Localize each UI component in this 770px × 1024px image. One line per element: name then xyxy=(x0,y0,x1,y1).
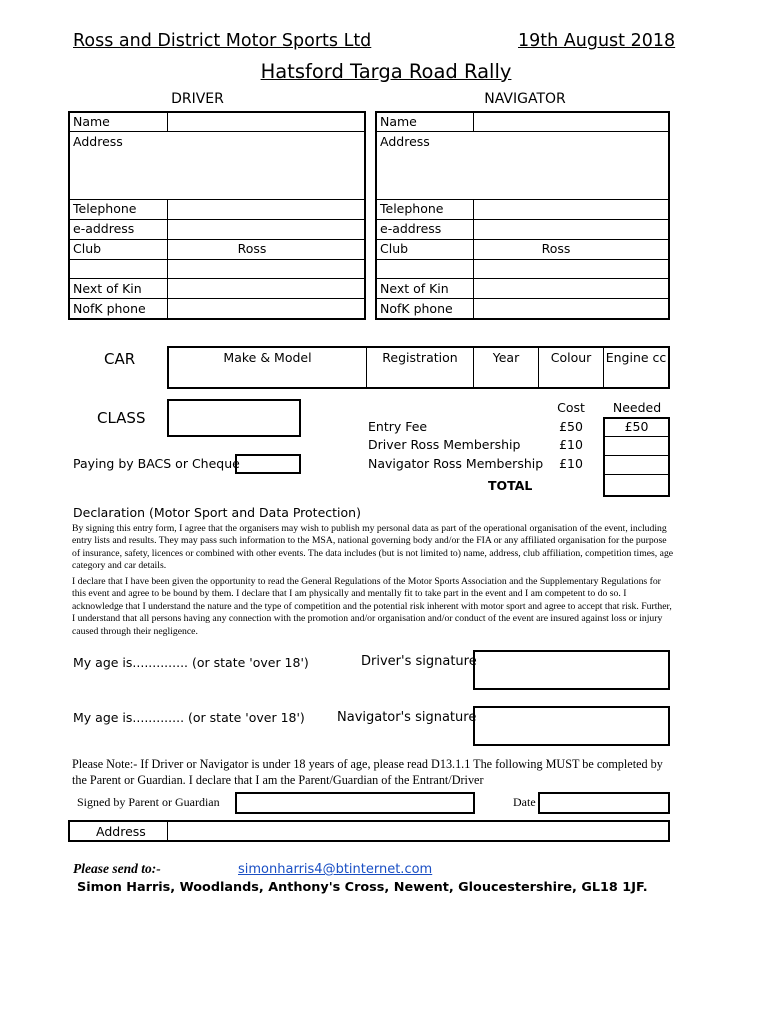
driver-signature-input[interactable] xyxy=(473,650,670,690)
guardian-signature-input[interactable] xyxy=(235,792,475,814)
guardian-note: Please Note:- If Driver or Navigator is under 18 years of age, please read D13.1.1 The following MUST be completed by the Parent or Guardian. I declare that I am the Parent/Guardian of the Entrant/Driver xyxy=(72,757,663,787)
car-engine-input[interactable] xyxy=(605,367,668,387)
cost-header: Cost xyxy=(557,400,585,415)
class-input[interactable] xyxy=(167,399,301,437)
navigator-name-input[interactable] xyxy=(475,113,668,130)
needed-entry-value[interactable]: £50 xyxy=(624,419,649,434)
car-registration-header: Registration xyxy=(382,350,458,365)
fee-label-driver-membership: Driver Ross Membership xyxy=(368,437,521,452)
driver-heading: DRIVER xyxy=(171,91,224,107)
fee-label-navigator-membership: Navigator Ross Membership xyxy=(368,456,544,471)
needed-navigator-membership-input[interactable] xyxy=(605,457,668,473)
declaration-paragraph-2: I declare that I have been given the opportunity to read the General Regulations of the Motor Sports Association and the Supplementary Regulations for this event and agree to be bound by them. I declare that I am physically and mentally fit to take part in the event and I am competent to do so. I acknowledge that I understand the nature and the type of competition and the potential risk inherent with motor sport and agree to accept that risk. Further, I understand that all persons having any connection with the promotion and/or organisation and/or conduct of the event are insured against loss or injury caused through their negligence. xyxy=(72,576,672,637)
navigator-name-label: Name xyxy=(380,114,417,129)
fee-cost-navigator-membership: £10 xyxy=(559,456,583,471)
form-title: Hatsford Targa Road Rally xyxy=(260,60,512,83)
driver-club-value[interactable]: Ross xyxy=(237,241,267,256)
navigator-kin-phone-input[interactable] xyxy=(475,300,668,317)
declaration-heading: Declaration (Motor Sport and Data Protection) xyxy=(73,505,361,520)
navigator-heading: NAVIGATOR xyxy=(484,91,566,107)
navigator-kin-input[interactable] xyxy=(475,280,668,297)
driver-club-label: Club xyxy=(73,241,102,256)
driver-email-input[interactable] xyxy=(169,221,364,238)
navigator-kin-phone-label: NofK phone xyxy=(380,301,453,316)
fee-cost-entry: £50 xyxy=(559,419,583,434)
driver-telephone-label: Telephone xyxy=(73,201,137,216)
guardian-address-input[interactable] xyxy=(169,822,668,840)
navigator-age-label: My age is............. (or state 'over 18') xyxy=(73,710,305,725)
send-to-email-link[interactable]: simonharris4@btinternet.com xyxy=(238,862,433,877)
needed-driver-membership-input[interactable] xyxy=(605,438,668,454)
navigator-email-input[interactable] xyxy=(475,221,668,238)
total-input[interactable] xyxy=(605,476,668,495)
driver-signature-label: Driver's signature xyxy=(361,654,477,669)
declaration-paragraph-1: By signing this entry form, I agree that the organisers may wish to publish my personal data as part of the operational organisation of the event, including entry lists and results. They may pass such information to the MSA, national governing body and/or the FIA or any affiliated organisation for the purpose of insurance, safety, licences or combined with other events. The data includes (but is not limited to) name, address, club affiliation, competition times, age category and car details. xyxy=(72,523,674,572)
navigator-club-value[interactable]: Ross xyxy=(541,241,571,256)
car-year-header: Year xyxy=(492,350,520,365)
navigator-signature-input[interactable] xyxy=(473,706,670,746)
driver-name-label: Name xyxy=(73,114,110,129)
driver-age-label: My age is.............. (or state 'over 18') xyxy=(73,655,309,670)
navigator-kin-label: Next of Kin xyxy=(380,281,449,296)
driver-kin-phone-label: NofK phone xyxy=(73,301,146,316)
car-colour-header: Colour xyxy=(550,350,592,365)
guardian-date-label: Date xyxy=(513,795,536,809)
car-make-model-header: Make & Model xyxy=(223,350,312,365)
navigator-email-label: e-address xyxy=(380,221,442,236)
navigator-address-label: Address xyxy=(380,134,430,149)
driver-kin-phone-input[interactable] xyxy=(169,300,364,317)
car-year-input[interactable] xyxy=(475,367,537,387)
car-engine-header: Engine cc xyxy=(605,350,667,365)
driver-address-label: Address xyxy=(73,134,123,149)
navigator-telephone-input[interactable] xyxy=(475,201,668,218)
fee-label-entry: Entry Fee xyxy=(368,419,428,434)
guardian-signed-label: Signed by Parent or Guardian xyxy=(77,795,220,809)
navigator-signature-label: Navigator's signature xyxy=(337,710,477,725)
organisation-name: Ross and District Motor Sports Ltd xyxy=(73,31,372,51)
send-to-address: Simon Harris, Woodlands, Anthony's Cross, Newent, Gloucestershire, GL18 1JF. xyxy=(77,880,648,895)
guardian-date-input[interactable] xyxy=(538,792,670,814)
payment-input[interactable] xyxy=(235,454,301,474)
car-make-model-input[interactable] xyxy=(169,367,365,387)
navigator-club-label: Club xyxy=(380,241,409,256)
car-label: CAR xyxy=(104,350,136,368)
driver-email-label: e-address xyxy=(73,221,135,236)
driver-address-input[interactable] xyxy=(70,150,364,197)
driver-kin-label: Next of Kin xyxy=(73,281,142,296)
send-to-label: Please send to:- xyxy=(73,861,161,876)
fee-cost-driver-membership: £10 xyxy=(559,437,583,452)
navigator-telephone-label: Telephone xyxy=(380,201,444,216)
guardian-address-label: Address xyxy=(96,824,146,839)
total-label: TOTAL xyxy=(488,478,533,493)
payment-label: Paying by BACS or Cheque xyxy=(73,456,240,471)
driver-telephone-input[interactable] xyxy=(169,201,364,218)
driver-kin-input[interactable] xyxy=(169,280,364,297)
driver-name-input[interactable] xyxy=(169,113,364,130)
class-label: CLASS xyxy=(97,409,146,427)
needed-header: Needed xyxy=(612,400,662,415)
car-registration-input[interactable] xyxy=(368,367,472,387)
navigator-address-input[interactable] xyxy=(377,150,668,197)
car-colour-input[interactable] xyxy=(540,367,602,387)
event-date: 19th August 2018 xyxy=(518,31,676,51)
